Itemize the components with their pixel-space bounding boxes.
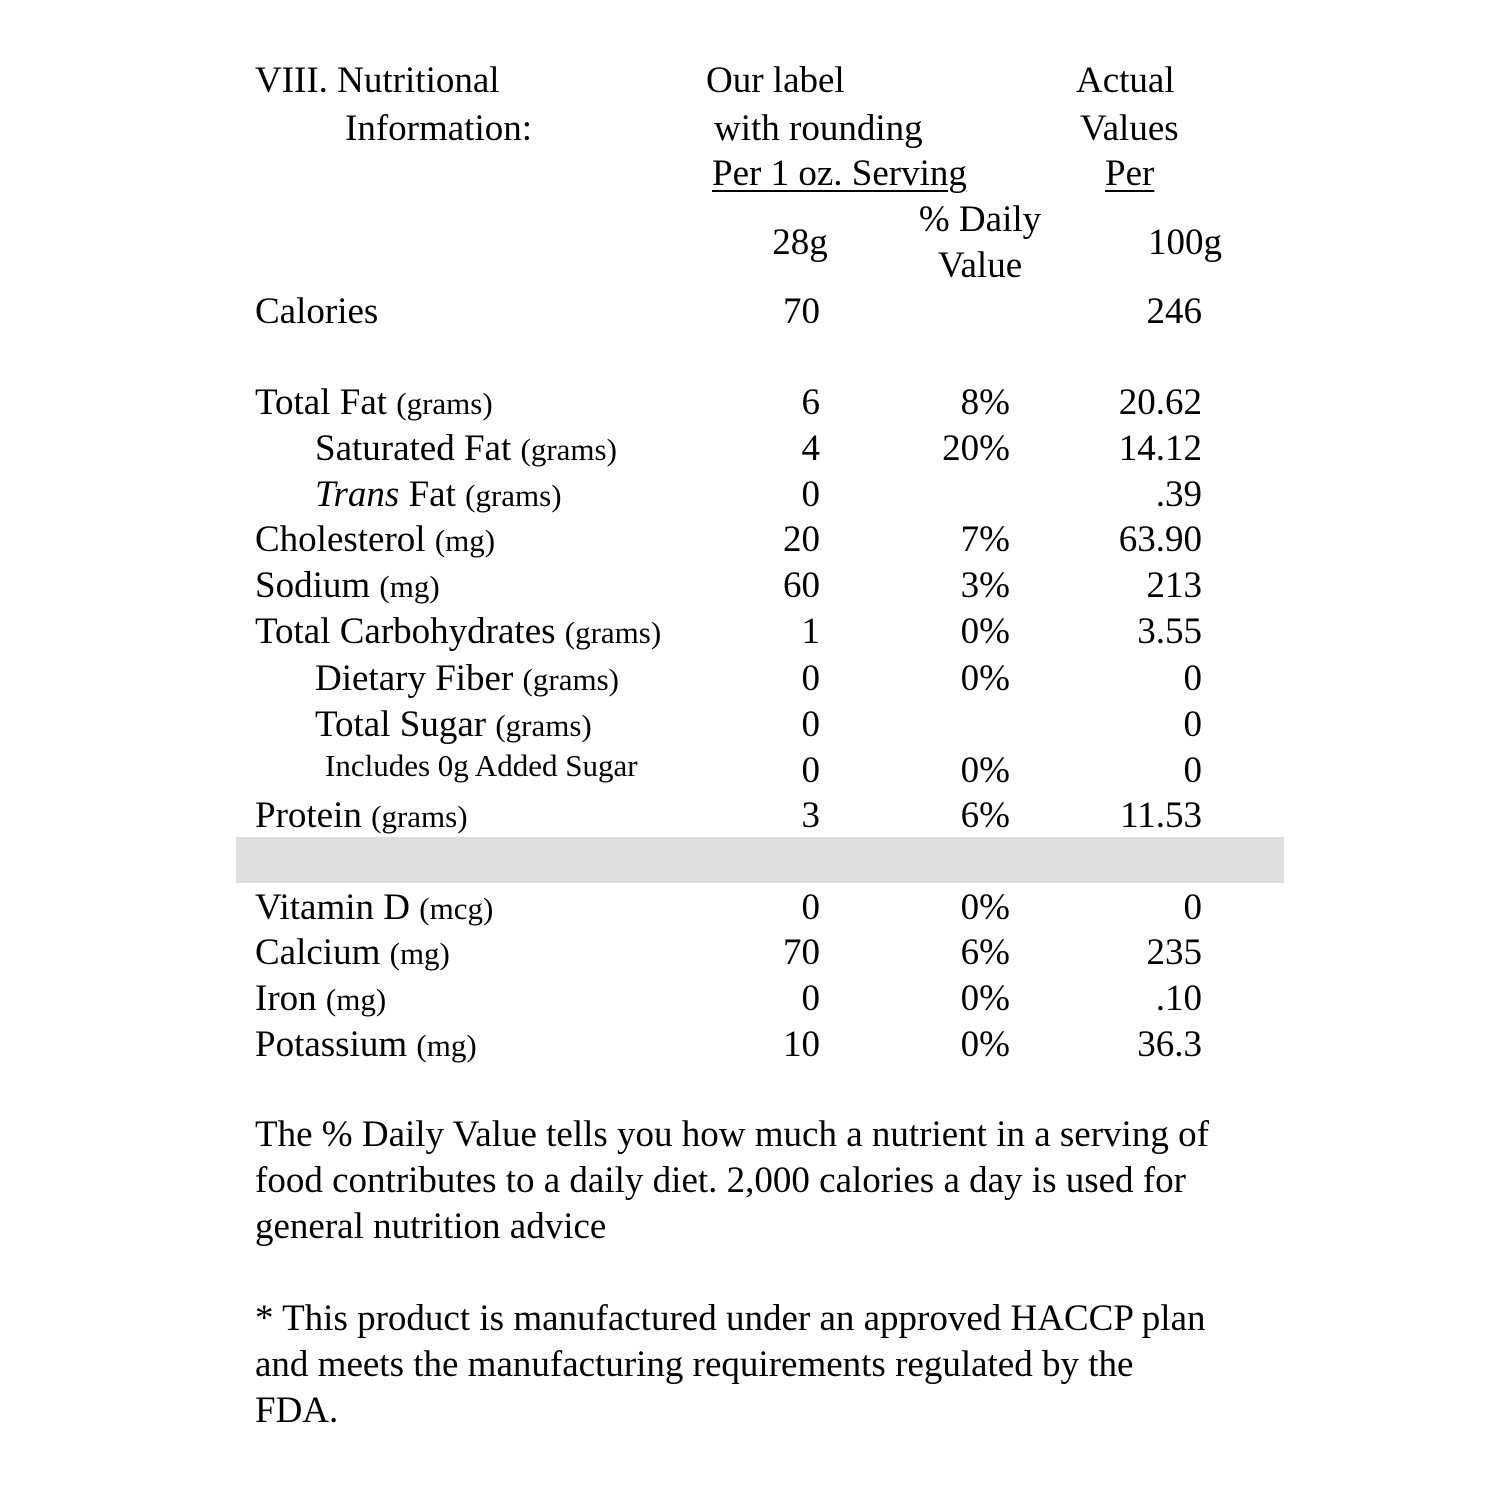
nutrient-name-italic: Trans xyxy=(315,474,400,515)
vitamin-daily-value: 6% xyxy=(960,932,1010,973)
nutrient-name: Dietary Fiber xyxy=(315,658,514,699)
nutrient-actual-value: 63.90 xyxy=(1118,519,1202,560)
vitamin-serving-value: 10 xyxy=(783,1024,820,1065)
calories-actual-value: 246 xyxy=(1146,291,1202,332)
nutrient-actual-value: 3.55 xyxy=(1137,611,1202,652)
nutrient-daily-value: 8% xyxy=(960,382,1010,423)
vitamin-actual-value: 36.3 xyxy=(1137,1024,1202,1065)
vitamin-unit: (mg) xyxy=(389,936,450,971)
nutrient-unit: (mg) xyxy=(434,523,496,558)
nutrient-name: Fat xyxy=(399,474,456,515)
nutrient-serving-value: 20 xyxy=(783,519,820,560)
vitamin-name: Vitamin D xyxy=(255,887,411,928)
nutrient-unit: (grams) xyxy=(495,708,592,743)
vitamin-serving-value: 0 xyxy=(801,978,820,1019)
daily-value-heading-line1: % Daily xyxy=(918,199,1042,240)
serving-size-label: 28g xyxy=(772,222,828,263)
our-label-heading-line1: Our label xyxy=(706,60,845,101)
vitamin-actual-value: 0 xyxy=(1183,887,1202,928)
nutrient-name: Sodium xyxy=(255,565,371,606)
vitamin-daily-value: 0% xyxy=(960,978,1010,1019)
nutrient-actual-value: 20.62 xyxy=(1118,382,1202,423)
actual-heading-line2: Values xyxy=(1080,108,1179,149)
nutrient-serving-value: 0 xyxy=(801,750,820,791)
nutrient-actual-value: 213 xyxy=(1146,565,1202,606)
nutrient-actual-value: 0 xyxy=(1183,658,1202,699)
vitamin-unit: (mg) xyxy=(325,982,387,1017)
vitamin-name: Iron xyxy=(255,978,317,1019)
nutrient-name: Cholesterol xyxy=(255,519,426,560)
nutrient-daily-value: 0% xyxy=(960,750,1010,791)
calories-label: Calories xyxy=(255,291,379,332)
vitamin-unit: (mcg) xyxy=(419,891,494,926)
nutrient-unit: (grams) xyxy=(396,386,493,421)
nutrient-name: Total Carbohydrates xyxy=(255,611,556,652)
nutrient-daily-value: 0% xyxy=(960,611,1010,652)
nutrient-unit: (mg) xyxy=(379,569,440,604)
our-label-heading-line3: Per 1 oz. Serving xyxy=(712,153,967,194)
nutrient-name: Total Sugar xyxy=(315,704,487,745)
haccp-footnote: * This product is manufactured under an approved HACCP plan and meets the manufacturing requirements regulated by the FDA. xyxy=(255,1298,1206,1431)
vitamin-name: Potassium xyxy=(255,1024,408,1065)
section-divider xyxy=(236,837,1284,883)
nutrient-serving-value: 0 xyxy=(801,704,820,745)
nutrient-unit: (grams) xyxy=(371,799,468,834)
vitamin-serving-value: 0 xyxy=(801,887,820,928)
vitamin-actual-value: .10 xyxy=(1155,978,1202,1019)
vitamin-unit: (mg) xyxy=(416,1028,477,1063)
actual-size-label: 100g xyxy=(1148,222,1222,263)
nutrient-name: Includes 0g Added Sugar xyxy=(325,748,638,783)
actual-heading-line3: Per xyxy=(1105,153,1155,194)
our-label-heading-line2: with rounding xyxy=(714,108,923,149)
nutrient-serving-value: 60 xyxy=(783,565,820,606)
daily-value-heading-line2: Value xyxy=(937,245,1023,286)
section-title-line2: Information: xyxy=(345,108,533,149)
nutrient-name: Protein xyxy=(255,795,362,836)
nutrient-daily-value: 20% xyxy=(942,428,1010,469)
nutrient-serving-value: 1 xyxy=(801,611,820,652)
nutrient-daily-value: 0% xyxy=(960,658,1010,699)
nutrient-daily-value: 3% xyxy=(960,565,1010,606)
nutrient-daily-value: 6% xyxy=(960,795,1010,836)
vitamin-actual-value: 235 xyxy=(1146,932,1202,973)
nutrient-serving-value: 6 xyxy=(801,382,820,423)
nutrient-daily-value: 7% xyxy=(960,519,1010,560)
nutrient-name: Total Fat xyxy=(255,382,388,423)
actual-heading-line1: Actual xyxy=(1076,60,1175,101)
nutrient-unit: (grams) xyxy=(465,478,562,513)
section-title-line1: VIII. Nutritional xyxy=(255,60,500,101)
nutrient-actual-value: .39 xyxy=(1155,474,1202,515)
nutrient-serving-value: 0 xyxy=(801,474,820,515)
nutrient-serving-value: 0 xyxy=(801,658,820,699)
vitamin-daily-value: 0% xyxy=(960,1024,1010,1065)
vitamin-name: Calcium xyxy=(255,932,381,973)
nutrient-name: Saturated Fat xyxy=(315,428,512,469)
nutrient-actual-value: 14.12 xyxy=(1118,428,1202,469)
vitamin-serving-value: 70 xyxy=(783,932,820,973)
vitamin-daily-value: 0% xyxy=(960,887,1010,928)
nutrient-unit: (grams) xyxy=(564,615,662,650)
nutrient-serving-value: 3 xyxy=(801,795,820,836)
nutrient-unit: (grams) xyxy=(522,662,619,697)
nutrient-serving-value: 4 xyxy=(801,428,820,469)
nutrient-unit: (grams) xyxy=(520,432,617,467)
nutrient-actual-value: 11.53 xyxy=(1120,795,1202,836)
nutrient-actual-value: 0 xyxy=(1183,704,1202,745)
daily-value-footnote: The % Daily Value tells you how much a nutrient in a serving of food contributes to a daily diet. 2,000 calories a day is used for general nutrition advice xyxy=(255,1114,1209,1247)
calories-serving-value: 70 xyxy=(783,291,820,332)
nutrient-actual-value: 0 xyxy=(1183,750,1202,791)
